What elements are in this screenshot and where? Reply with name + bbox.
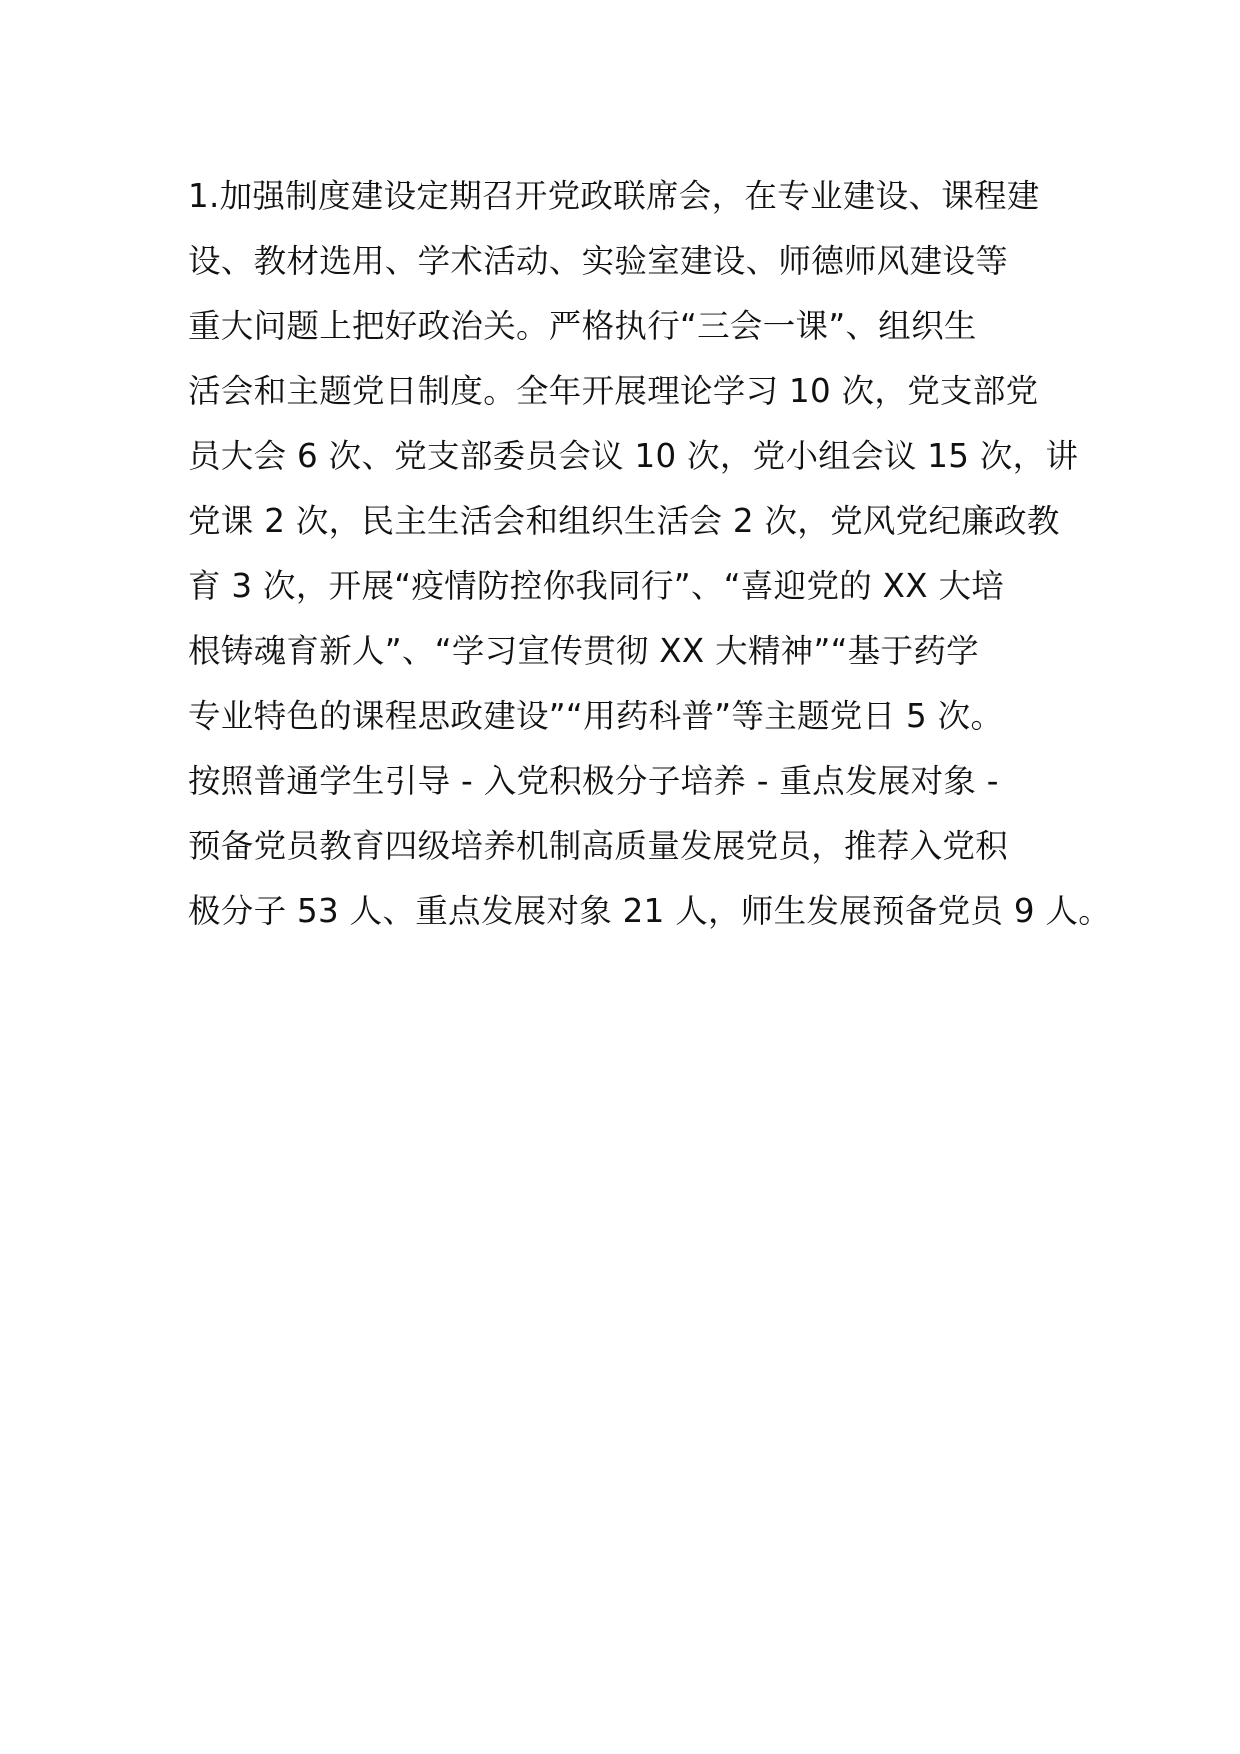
paragraph	[188, 164, 1112, 944]
paragraph-line-8: 根铸魂育新人”、“学习宣传贯彻 XX 大精神”“基于药学	[188, 632, 979, 670]
paragraph-line-12: 极分子 53 人、重点发展对象 21 人，师生发展预备党员 9 人。	[188, 892, 1112, 930]
paragraph-line-2: 设、教材选用、学术活动、实验室建设、师德师风建设等	[188, 242, 1009, 280]
paragraph-line-9: 专业特色的课程思政建设”“用药科普”等主题党日 5 次。	[188, 697, 1004, 735]
paragraph-line-3: 重大问题上把好政治关。严格执行“三会一课”、组织生	[188, 307, 977, 345]
paragraph-line-7: 育 3 次，开展“疫情防控你我同行”、“喜迎党的 XX 大培	[188, 567, 1005, 605]
paragraph-line-11: 预备党员教育四级培养机制高质量发展党员，推荐入党积	[188, 827, 1009, 865]
paragraph-line-4: 活会和主题党日制度。全年开展理论学习 10 次，党支部党	[188, 372, 1039, 410]
paragraph-line-1: 1.加强制度建设定期召开党政联席会，在专业建设、课程建	[188, 177, 1040, 215]
paragraph-line-5: 员大会 6 次、党支部委员会议 10 次，党小组会议 15 次，讲	[188, 437, 1079, 475]
paragraph-line-10: 按照普通学生引导 - 入党积极分子培养 - 重点发展对象 -	[188, 762, 999, 800]
paragraph-line-6: 党课 2 次，民主生活会和组织生活会 2 次，党风党纪廉政教	[188, 502, 1060, 540]
